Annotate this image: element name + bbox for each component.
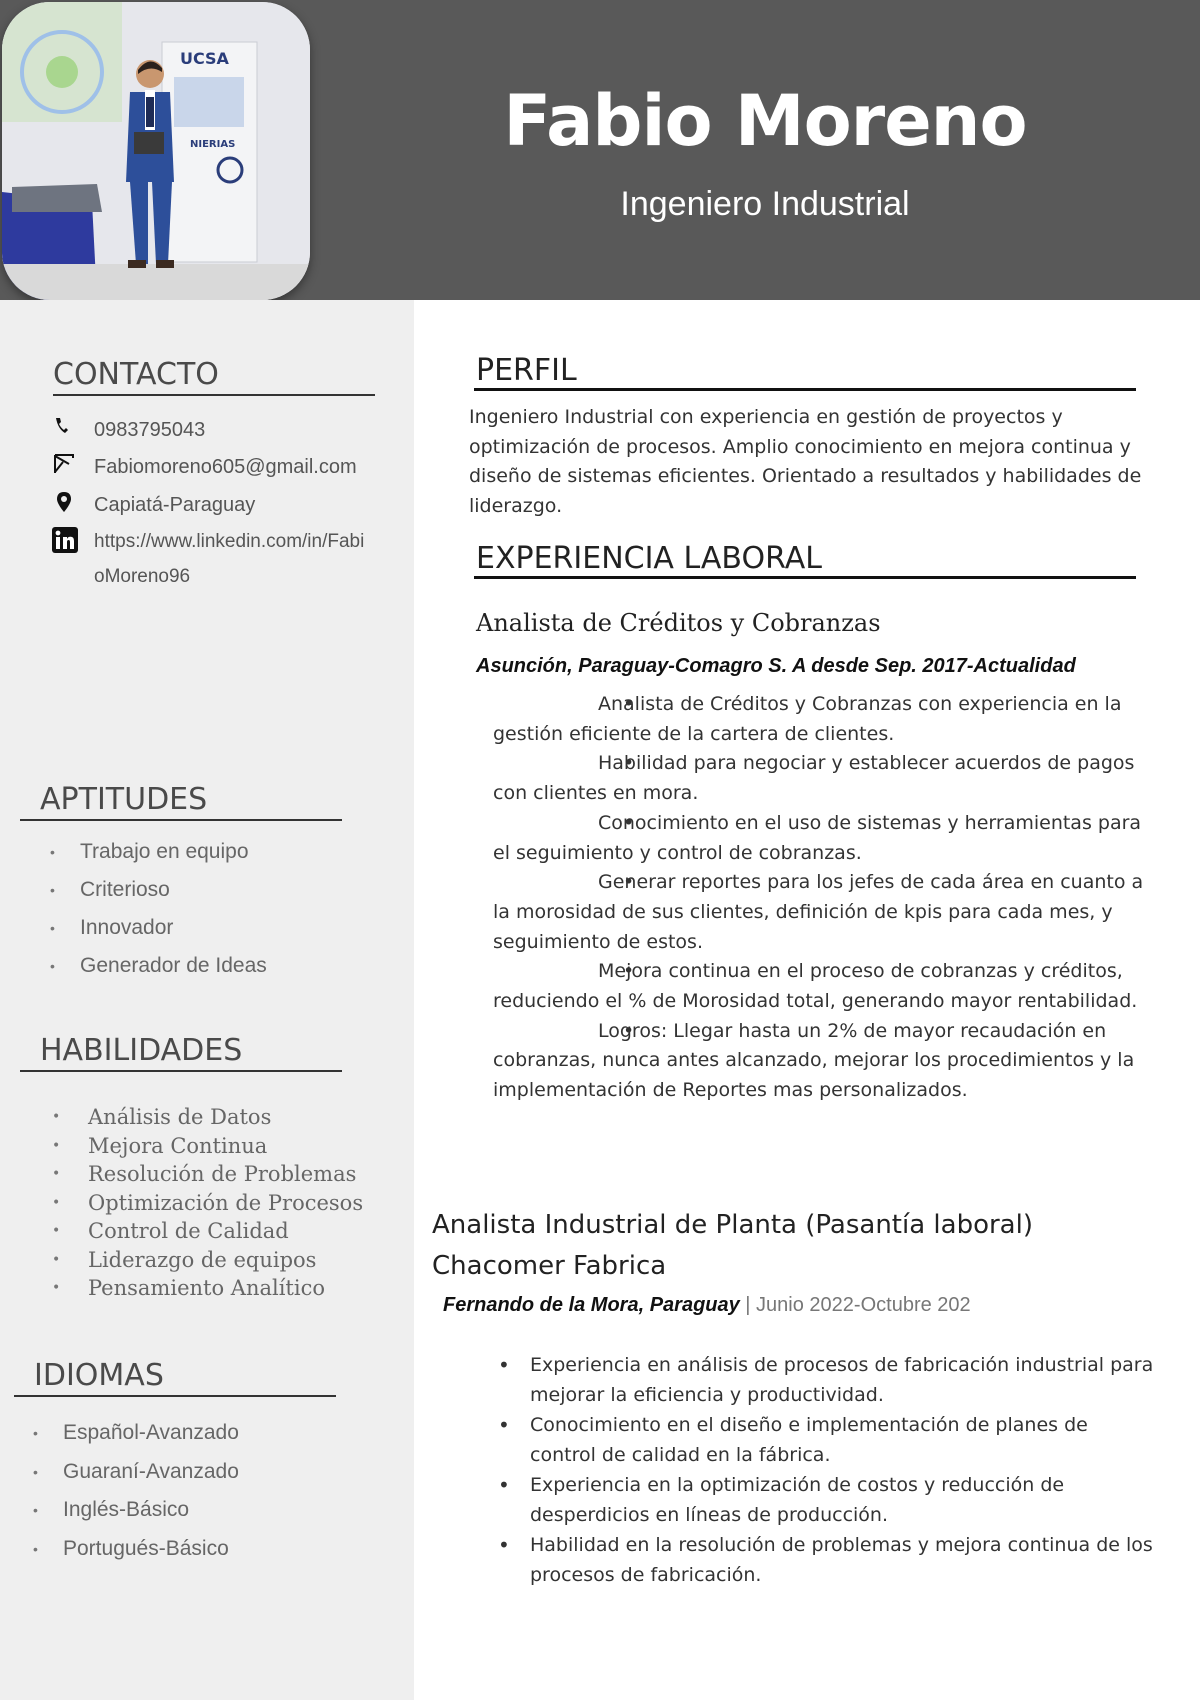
contact-heading: CONTACTO [53,357,375,396]
job-bullet: • Habilidad para negociar y establecer acuerdos de pagos con clientes en mora. [493,749,1155,808]
aptitudes-heading: APTITUDES [20,782,342,821]
job-bullet: • Conocimiento en el uso de sistemas y herramientas para el seguimiento y control de cobranzas. [493,809,1155,868]
profile-photo [2,2,310,300]
contact-phone-text: 0983795043 [94,419,206,441]
job-bullet: • Generar reportes para los jefes de cada área en cuanto a la morosidad de sus clientes, definición de kpis para cada mes, y seguimiento de estos. [493,868,1155,957]
banner-sub-text: NIERIAS [190,139,236,150]
contact-email-text[interactable]: Fabiomoreno605@gmail.com [94,456,357,478]
language-item: • Inglés-Básico [33,1491,239,1530]
language-item: • Portugués-Básico [33,1530,239,1569]
aptitude-item: • Trabajo en equipo [50,833,267,871]
job-bullet: • Experiencia en análisis de procesos de fabricación industrial para mejorar la eficiencia y productividad. [530,1350,1155,1410]
header-banner [0,0,1200,300]
contact-linkedin-text[interactable]: https://www.linkedin.com/in/Fabi [94,531,365,552]
job-bullet: • Logros: Llegar hasta un 2% de mayor recaudación en cobranzas, nunca antes alcanzado, mejorar los procedimientos y la implementación de Reportes mas personalizados. [493,1017,1155,1106]
job-bullet: • Habilidad en la resolución de problemas y mejora continua de los procesos de fabricación. [530,1530,1155,1590]
job-subtitle [443,1294,971,1317]
aptitudes-list [50,833,267,985]
profile-photo-illustration [2,2,310,300]
perfil-text: Ingeniero Industrial con experiencia en gestión de proyectos y optimización de procesos. Amplio conocimiento en mejora continua y diseño de sistemas eficientes. Orientado a resultados y habilidades de liderazgo. [469,406,1142,517]
skill-item: • Mejora Continua [52,1132,363,1161]
experiencia-heading: EXPERIENCIA LABORAL [474,541,1136,579]
skill-item: • Análisis de Datos [52,1103,363,1132]
skill-item: • Resolución de Problemas [52,1160,363,1189]
linkedin-icon [52,527,76,551]
banner-logo-text: UCSA [180,49,229,68]
job-location: Fernando de la Mora, Paraguay [443,1294,740,1316]
idiomas-heading: IDIOMAS [14,1358,336,1397]
skill-item: • Optimización de Procesos [52,1189,363,1218]
candidate-name: Fabio Moreno [503,80,1027,162]
aptitude-item: • Innovador [50,909,267,947]
email-icon [52,452,76,476]
job-dates: | Junio 2022-Octubre 202 [739,1294,971,1316]
candidate-role: Ingeniero Industrial [620,185,910,223]
job-title: Analista de Créditos y Cobranzas [476,609,881,637]
job-title: Analista Industrial de Planta (Pasantía laboral) Chacomer Fabrica [432,1210,1033,1281]
contact-location-text: Capiatá-Paraguay [94,494,256,516]
job-bullet: • Analista de Créditos y Cobranzas con experiencia en la gestión eficiente de la cartera de clientes. [493,690,1155,749]
perfil-heading: PERFIL [474,353,1136,391]
habilidades-list [52,1103,363,1303]
skill-item: • Control de Calidad [52,1217,363,1246]
job-bullet: • Experiencia en la optimización de costos y reducción de desperdicios en líneas de producción. [530,1470,1155,1530]
language-item: • Español-Avanzado [33,1414,239,1453]
job-bullet: • Mejora continua en el proceso de cobranzas y créditos, reduciendo el % de Morosidad total, generando mayor rentabilidad. [493,957,1155,1016]
skill-item: • Pensamiento Analítico [52,1274,363,1303]
phone-icon [52,415,76,439]
location-pin-icon [52,490,76,514]
aptitude-item: • Generador de Ideas [50,947,267,985]
job-bullet: • Conocimiento en el diseño e implementación de planes de control de calidad en la fábrica. [530,1410,1155,1470]
job-subtitle: Asunción, Paraguay-Comagro S. A desde Sep. 2017-Actualidad [476,655,1076,677]
contact-linkedin-text-cont[interactable]: oMoreno96 [94,566,191,587]
skill-item: • Liderazgo de equipos [52,1246,363,1275]
language-item: • Guaraní-Avanzado [33,1453,239,1492]
idiomas-list [33,1414,239,1568]
job-bullets [493,690,1155,1106]
habilidades-heading: HABILIDADES [20,1033,342,1072]
job-bullets [530,1350,1155,1590]
aptitude-item: • Criterioso [50,871,267,909]
